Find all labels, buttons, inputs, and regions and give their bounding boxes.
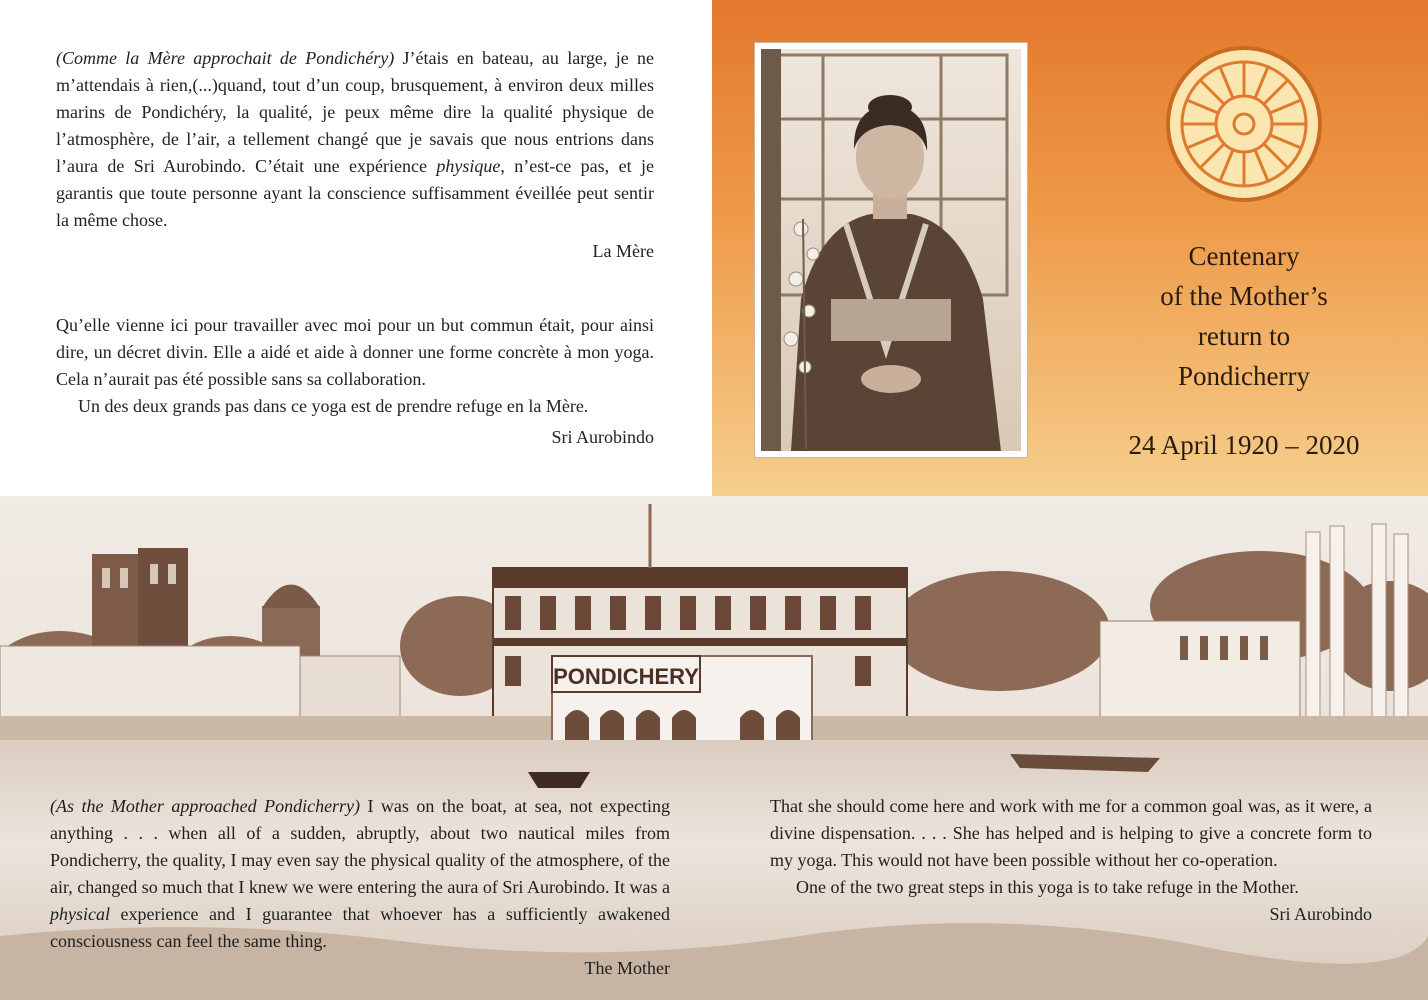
title-line: Pondicherry — [1178, 361, 1310, 391]
quote-body: , n’est-ce pas, et je garantis que toute personne ayant la conscience suffisamment éveillée peut sentir la même chose. — [56, 156, 654, 230]
centenary-panel — [712, 0, 1428, 496]
french-quotes-panel — [0, 0, 712, 496]
centenary-title — [1112, 236, 1376, 396]
photo-frame — [754, 42, 1028, 458]
quote-author: Sri Aurobindo — [1269, 904, 1372, 924]
quote-paragraph: Qu’elle vienne ici pour travailler avec moi pour un but commun était, pour ainsi dire, un décret divin. Elle a aidé et aide à donner une forme concrète à mon yoga. Cela n’aurait pas été possible sans sa collaboration. — [56, 315, 654, 389]
centenary-date: 24 April 1920 – 2020 — [1128, 430, 1360, 460]
quote-intro: (Comme la Mère approchait de Pondichéry) — [56, 48, 395, 68]
quote-author: Sri Aurobindo — [551, 427, 654, 447]
title-line: return to — [1197, 321, 1291, 351]
quote-author: The Mother — [584, 958, 670, 978]
mother-quote-english — [50, 793, 670, 982]
pier-sign: PONDICHERY — [553, 664, 699, 689]
quote-body: I was on the boat, at sea, not expecting anything . . . when all of a sudden, abruptly, about two nautical miles from Pondicherry, the quality, I may even say the physical quality of the atmosphere, of the air, changed so much that I knew we were entering the aura of Sri Aurobindo. It was a — [50, 796, 670, 897]
aurobindo-quote-french — [56, 312, 654, 451]
portrait-photo — [761, 49, 1021, 451]
mother-quote-french — [56, 45, 654, 265]
english-quotes-panel — [0, 496, 1428, 1000]
quote-paragraph: Un des deux grands pas dans ce yoga est de prendre refuge en la Mère. — [78, 396, 589, 416]
quote-paragraph: One of the two great steps in this yoga is to take refuge in the Mother. — [796, 877, 1299, 897]
quote-emphasis: physical — [50, 904, 110, 924]
title-line: Centenary — [1188, 241, 1300, 271]
quote-intro: (As the Mother approached Pondicherry) — [50, 796, 361, 816]
quote-author: La Mère — [592, 241, 654, 261]
aurobindo-quote-english — [770, 793, 1372, 928]
title-line: of the Mother’s — [1160, 281, 1328, 311]
quote-emphasis: physique — [436, 156, 501, 176]
quote-body: J’étais en bateau, au large, je ne m’attendais à rien,(...)quand, tout d’un coup, brusquement, à environ deux milles marins de Pondichéry, la qualité, je peux même dire la qualité physique de l’atmosphère, de l’air, a tellement changé que je savais que nous entrions dans l’aura de Sri Aurobindo. C’était une expérience — [56, 48, 654, 176]
quote-paragraph: That she should come here and work with me for a common goal was, as it were, a divine dispensation. . . . She has helped and is helping to give a concrete form to my yoga. This would not have been possible without her co-operation. — [770, 796, 1372, 870]
quote-body: experience and I guarantee that whoever has a sufficiently awakened consciousness can feel the same thing. — [50, 904, 670, 951]
mother-symbol-icon — [1164, 44, 1324, 204]
